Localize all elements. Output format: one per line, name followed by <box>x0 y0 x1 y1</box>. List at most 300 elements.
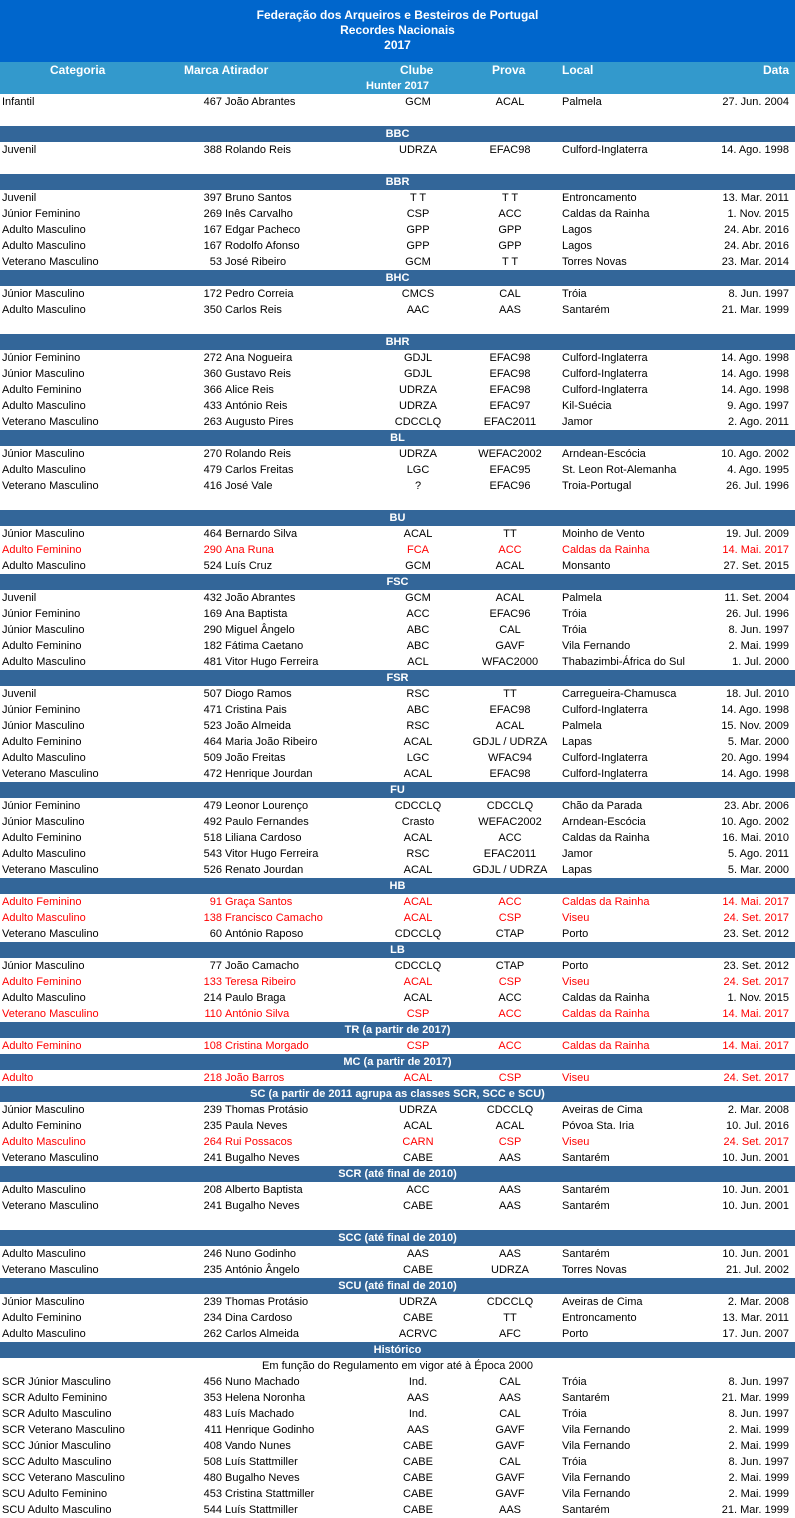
cell-atirador: José Ribeiro <box>225 256 287 268</box>
section-header: BL <box>0 430 795 446</box>
cell-categoria: Adulto Masculino <box>2 224 86 236</box>
table-row <box>0 926 795 942</box>
cell-local: Porto <box>562 960 589 972</box>
cell-atirador: Diogo Ramos <box>225 688 292 700</box>
cell-categoria: Adulto Masculino <box>2 1184 86 1196</box>
cell-marca: 523 <box>203 720 222 732</box>
cell-atirador: António Reis <box>225 400 288 412</box>
cell-categoria: Adulto Masculino <box>2 1328 86 1340</box>
cell-atirador: Bruno Santos <box>225 192 292 204</box>
cell-clube: CABE <box>403 1440 433 1452</box>
cell-atirador: António Raposo <box>225 928 304 940</box>
cell-categoria: Veterano Masculino <box>2 1264 99 1276</box>
cell-clube: ACAL <box>403 1120 433 1132</box>
cell-categoria: Júnior Feminino <box>2 208 81 220</box>
cell-marca: 471 <box>203 704 222 716</box>
table-row <box>0 734 795 750</box>
cell-prova: T T <box>501 256 519 268</box>
cell-data: 10. Jun. 2001 <box>722 1184 789 1196</box>
cell-categoria: SCR Júnior Masculino <box>2 1376 111 1388</box>
cell-prova: ACC <box>498 208 522 220</box>
cell-prova: CAL <box>499 288 521 300</box>
cell-marca: 483 <box>203 1408 222 1420</box>
cell-prova: ACAL <box>495 720 525 732</box>
table-row <box>0 894 795 910</box>
cell-prova: ACC <box>498 544 522 556</box>
cell-clube: GPP <box>406 240 430 252</box>
cell-marca: 239 <box>203 1104 222 1116</box>
cell-data: 11. Set. 2004 <box>724 592 789 604</box>
section-header: BHC <box>0 270 795 286</box>
cell-clube: ACAL <box>403 896 433 908</box>
cell-clube: ACAL <box>403 1072 433 1084</box>
cell-marca: 408 <box>203 1440 222 1452</box>
cell-data: 16. Mai. 2010 <box>722 832 789 844</box>
cell-atirador: Francisco Camacho <box>225 912 323 924</box>
cell-marca: 509 <box>203 752 222 764</box>
cell-local: Vila Fernando <box>562 1424 631 1436</box>
cell-prova: TT <box>503 528 517 540</box>
table-row <box>0 478 795 494</box>
cell-atirador: Paulo Braga <box>225 992 286 1004</box>
cell-local: Jamor <box>562 416 593 428</box>
title-block <box>0 0 795 62</box>
cell-prova: CAL <box>499 1376 521 1388</box>
table-row <box>0 382 795 398</box>
table-row <box>0 702 795 718</box>
cell-categoria: Adulto Masculino <box>2 464 86 476</box>
cell-local: Aveiras de Cima <box>562 1104 643 1116</box>
cell-atirador: João Camacho <box>225 960 299 972</box>
section-header: LB <box>0 942 795 958</box>
cell-atirador: José Vale <box>225 480 273 492</box>
cell-clube: Ind. <box>408 1408 428 1420</box>
cell-data: 5. Mar. 2000 <box>727 736 789 748</box>
column-header-data: Data <box>762 63 789 77</box>
cell-atirador: António Silva <box>225 1008 290 1020</box>
cell-atirador: Carlos Freitas <box>225 464 294 476</box>
cell-data: 1. Nov. 2015 <box>727 992 789 1004</box>
cell-local: Tróia <box>562 1376 587 1388</box>
cell-marca: 464 <box>203 736 222 748</box>
cell-data: 15. Nov. 2009 <box>721 720 789 732</box>
cell-prova: GAVF <box>495 1488 525 1500</box>
cell-marca: 353 <box>203 1392 222 1404</box>
cell-categoria: Veterano Masculino <box>2 1200 99 1212</box>
cell-atirador: Leonor Lourenço <box>225 800 309 812</box>
cell-atirador: Renato Jourdan <box>225 864 304 876</box>
table-row <box>0 798 795 814</box>
cell-clube: AAS <box>406 1392 429 1404</box>
cell-prova: TT <box>503 688 517 700</box>
cell-marca: 508 <box>203 1456 222 1468</box>
cell-data: 8. Jun. 1997 <box>728 1376 789 1388</box>
cell-marca: 272 <box>203 352 222 364</box>
cell-prova: GDJL / UDRZA <box>472 736 548 748</box>
cell-clube: CDCCLQ <box>394 960 442 972</box>
cell-clube: CSP <box>406 1008 430 1020</box>
cell-marca: 182 <box>203 640 222 652</box>
cell-data: 2. Mar. 2008 <box>727 1296 789 1308</box>
cell-prova: CAL <box>499 1456 521 1468</box>
cell-local: Carregueira-Chamusca <box>562 688 677 700</box>
cell-categoria: Júnior Masculino <box>2 960 85 972</box>
cell-clube: ACAL <box>403 864 433 876</box>
cell-local: Culford-Inglaterra <box>562 368 648 380</box>
cell-local: Entroncamento <box>562 1312 637 1324</box>
cell-prova: EFAC98 <box>489 368 531 380</box>
cell-marca: 453 <box>203 1488 222 1500</box>
section-header: HB <box>0 878 795 894</box>
cell-data: 14. Ago. 1998 <box>721 352 789 364</box>
cell-local: Caldas da Rainha <box>562 544 650 556</box>
cell-atirador: Teresa Ribeiro <box>225 976 296 988</box>
cell-categoria: Adulto Masculino <box>2 912 86 924</box>
cell-categoria: Infantil <box>2 96 35 108</box>
cell-prova: EFAC98 <box>489 768 531 780</box>
table-row <box>0 1406 795 1422</box>
cell-prova: WEFAC2002 <box>478 448 542 460</box>
cell-local: Arndean-Escócia <box>562 816 646 828</box>
cell-categoria: Júnior Masculino <box>2 528 85 540</box>
cell-clube: ABC <box>406 704 430 716</box>
cell-local: Póvoa Sta. Iria <box>562 1120 635 1132</box>
records-title: Recordes Nacionais <box>340 23 455 37</box>
cell-categoria: SCU Adulto Feminino <box>2 1488 108 1500</box>
cell-categoria: Júnior Feminino <box>2 608 81 620</box>
cell-local: Caldas da Rainha <box>562 1008 650 1020</box>
cell-data: 4. Ago. 1995 <box>727 464 789 476</box>
cell-atirador: Nuno Machado <box>225 1376 300 1388</box>
section-spacer <box>0 158 795 174</box>
cell-marca: 456 <box>203 1376 222 1388</box>
cell-atirador: Graça Santos <box>225 896 293 908</box>
cell-marca: 169 <box>203 608 222 620</box>
cell-data: 24. Set. 2017 <box>723 912 789 924</box>
cell-data: 13. Mar. 2011 <box>722 1312 789 1324</box>
section-header: FSR <box>0 670 795 686</box>
cell-local: Culford-Inglaterra <box>562 384 648 396</box>
cell-local: Lagos <box>562 240 592 252</box>
cell-atirador: Bernardo Silva <box>225 528 298 540</box>
cell-categoria: SCC Júnior Masculino <box>2 1440 111 1452</box>
cell-clube: GCM <box>405 96 431 108</box>
cell-categoria: Juvenil <box>2 144 37 156</box>
cell-categoria: Veterano Masculino <box>2 864 99 876</box>
cell-prova: ACC <box>498 992 522 1004</box>
cell-local: Tróia <box>562 1456 587 1468</box>
cell-atirador: Bugalho Neves <box>225 1152 300 1164</box>
section-header: BU <box>0 510 795 526</box>
cell-local: Palmela <box>562 720 602 732</box>
cell-categoria: Veterano Masculino <box>2 1152 99 1164</box>
cell-data: 21. Mar. 1999 <box>721 1504 789 1516</box>
cell-categoria: Adulto Feminino <box>2 544 82 556</box>
cell-local: Troia-Portugal <box>562 480 632 492</box>
column-header-categoria: Categoria <box>50 63 106 77</box>
table-row <box>0 862 795 878</box>
cell-clube: GPP <box>406 224 430 236</box>
cell-data: 20. Ago. 1994 <box>721 752 789 764</box>
cell-clube: CABE <box>403 1200 433 1212</box>
cell-atirador: Edgar Pacheco <box>225 224 301 236</box>
cell-local: Jamor <box>562 848 593 860</box>
cell-prova: WFAC2000 <box>481 656 539 668</box>
cell-data: 2. Mai. 1999 <box>728 640 789 652</box>
cell-data: 10. Jun. 2001 <box>722 1152 789 1164</box>
table-row <box>0 446 795 462</box>
cell-atirador: Ana Runa <box>225 544 274 556</box>
cell-marca: 262 <box>203 1328 222 1340</box>
cell-clube: UDRZA <box>399 448 437 460</box>
cell-clube: UDRZA <box>399 1104 437 1116</box>
table-row <box>0 350 795 366</box>
cell-atirador: Paula Neves <box>225 1120 288 1132</box>
cell-local: Santarém <box>562 1152 610 1164</box>
cell-categoria: Júnior Masculino <box>2 288 85 300</box>
cell-categoria: Júnior Masculino <box>2 720 85 732</box>
cell-prova: GDJL / UDRZA <box>472 864 548 876</box>
cell-marca: 290 <box>203 544 222 556</box>
cell-local: Santarém <box>562 1200 610 1212</box>
table-row <box>0 286 795 302</box>
cell-categoria: SCC Adulto Masculino <box>2 1456 112 1468</box>
cell-data: 5. Ago. 2011 <box>728 848 789 860</box>
cell-local: Culford-Inglaterra <box>562 752 648 764</box>
cell-categoria: SCC Veterano Masculino <box>2 1472 125 1484</box>
cell-marca: 432 <box>203 592 222 604</box>
cell-local: Santarém <box>562 304 610 316</box>
cell-marca: 235 <box>203 1120 222 1132</box>
cell-clube: ACL <box>407 656 429 668</box>
table-row <box>0 622 795 638</box>
cell-prova: AAS <box>498 304 521 316</box>
table-row <box>0 974 795 990</box>
cell-data: 14. Ago. 1998 <box>721 384 789 396</box>
cell-clube: RSC <box>406 688 430 700</box>
cell-data: 10. Ago. 2002 <box>721 816 789 828</box>
cell-atirador: Luís Machado <box>225 1408 295 1420</box>
cell-categoria: Adulto Feminino <box>2 640 82 652</box>
cell-local: Santarém <box>562 1504 610 1516</box>
cell-local: Thabazimbi-África do Sul <box>562 656 685 668</box>
cell-prova: CSP <box>498 1072 522 1084</box>
table-row <box>0 366 795 382</box>
cell-local: Caldas da Rainha <box>562 208 650 220</box>
table-row <box>0 414 795 430</box>
cell-data: 13. Mar. 2011 <box>722 192 789 204</box>
cell-local: Culford-Inglaterra <box>562 768 648 780</box>
cell-clube: CSP <box>406 1040 430 1052</box>
cell-prova: EFAC98 <box>489 384 531 396</box>
cell-categoria: Veterano Masculino <box>2 480 99 492</box>
cell-local: Kil-Suécia <box>562 400 612 412</box>
cell-atirador: Ana Nogueira <box>225 352 293 364</box>
cell-marca: 235 <box>203 1264 222 1276</box>
cell-prova: EFAC96 <box>489 480 531 492</box>
cell-categoria: Adulto Feminino <box>2 896 82 908</box>
cell-clube: ABC <box>406 640 430 652</box>
cell-categoria: Júnior Feminino <box>2 800 81 812</box>
cell-local: Lagos <box>562 224 592 236</box>
cell-atirador: Cristina Stattmiller <box>225 1488 315 1500</box>
cell-clube: CSP <box>406 208 430 220</box>
table-row <box>0 1502 795 1518</box>
cell-local: Viseu <box>562 1136 590 1148</box>
cell-atirador: Rui Possacos <box>225 1136 293 1148</box>
cell-categoria: Juvenil <box>2 592 37 604</box>
cell-marca: 138 <box>203 912 222 924</box>
cell-marca: 133 <box>203 976 222 988</box>
cell-categoria: Adulto Feminino <box>2 976 82 988</box>
table-row <box>0 606 795 622</box>
cell-data: 14. Ago. 1998 <box>721 144 789 156</box>
cell-data: 2. Mai. 1999 <box>728 1440 789 1452</box>
cell-clube: ACAL <box>403 912 433 924</box>
cell-marca: 360 <box>203 368 222 380</box>
cell-clube: CABE <box>403 1312 433 1324</box>
cell-data: 18. Jul. 2010 <box>726 688 789 700</box>
table-row <box>0 1422 795 1438</box>
table-row <box>0 1374 795 1390</box>
table-row <box>0 750 795 766</box>
cell-categoria: Adulto Masculino <box>2 304 86 316</box>
cell-atirador: Fátima Caetano <box>225 640 304 652</box>
cell-clube: Crasto <box>401 816 435 828</box>
cell-data: 27. Set. 2015 <box>723 560 789 572</box>
cell-atirador: Luís Stattmiller <box>225 1456 298 1468</box>
cell-clube: RSC <box>406 848 430 860</box>
federation-title: Federação dos Arqueiros e Besteiros de Portugal <box>256 8 539 22</box>
cell-prova: CAL <box>499 1408 521 1420</box>
cell-marca: 543 <box>203 848 222 860</box>
table-row <box>0 206 795 222</box>
cell-atirador: Dina Cardoso <box>225 1312 293 1324</box>
cell-data: 14. Mai. 2017 <box>722 1040 789 1052</box>
cell-prova: CSP <box>498 976 522 988</box>
cell-atirador: Thomas Protásio <box>225 1104 309 1116</box>
cell-local: Moinho de Vento <box>562 528 645 540</box>
cell-marca: 239 <box>203 1296 222 1308</box>
cell-categoria: Adulto Masculino <box>2 1136 86 1148</box>
cell-local: Viseu <box>562 1072 590 1084</box>
table-row <box>0 990 795 1006</box>
cell-prova: AAS <box>498 1152 521 1164</box>
cell-clube: UDRZA <box>399 400 437 412</box>
cell-data: 10. Ago. 2002 <box>721 448 789 460</box>
cell-atirador: Alberto Baptista <box>225 1184 303 1196</box>
cell-prova: AAS <box>498 1248 521 1260</box>
cell-local: Santarém <box>562 1184 610 1196</box>
cell-prova: GPP <box>498 224 522 236</box>
cell-data: 2. Mar. 2008 <box>727 1104 789 1116</box>
cell-prova: CDCCLQ <box>486 1104 534 1116</box>
cell-data: 26. Jul. 1996 <box>726 608 789 620</box>
column-header-prova: Prova <box>492 63 526 77</box>
table-row <box>0 846 795 862</box>
cell-atirador: João Almeida <box>225 720 292 732</box>
cell-clube: CDCCLQ <box>394 928 442 940</box>
cell-atirador: Gustavo Reis <box>225 368 292 380</box>
cell-prova: WEFAC2002 <box>478 816 542 828</box>
cell-categoria: Adulto Feminino <box>2 1120 82 1132</box>
cell-atirador: Helena Noronha <box>225 1392 306 1404</box>
section-spacer <box>0 1214 795 1230</box>
cell-local: Vila Fernando <box>562 1488 631 1500</box>
cell-clube: CABE <box>403 1264 433 1276</box>
cell-marca: 526 <box>203 864 222 876</box>
table-row <box>0 1390 795 1406</box>
cell-clube: ACAL <box>403 992 433 1004</box>
cell-prova: EFAC95 <box>489 464 531 476</box>
cell-prova: ACAL <box>495 1120 525 1132</box>
cell-local: Porto <box>562 928 589 940</box>
cell-marca: 241 <box>203 1200 222 1212</box>
section-header: MC (a partir de 2017) <box>0 1054 795 1070</box>
cell-prova: CDCCLQ <box>486 800 534 812</box>
cell-data: 8. Jun. 1997 <box>728 288 789 300</box>
cell-categoria: Adulto Masculino <box>2 240 86 252</box>
cell-marca: 234 <box>203 1312 222 1324</box>
table-row <box>0 718 795 734</box>
cell-categoria: SCR Veterano Masculino <box>2 1424 125 1436</box>
cell-local: Tróia <box>562 288 587 300</box>
table-row <box>0 766 795 782</box>
table-row <box>0 590 795 606</box>
cell-data: 8. Jun. 1997 <box>728 624 789 636</box>
cell-data: 24. Set. 2017 <box>723 976 789 988</box>
table-row <box>0 1038 795 1054</box>
cell-data: 2. Mai. 1999 <box>728 1472 789 1484</box>
cell-data: 23. Abr. 2006 <box>724 800 789 812</box>
cell-local: Palmela <box>562 96 602 108</box>
cell-clube: CABE <box>403 1152 433 1164</box>
cell-data: 2. Mai. 1999 <box>728 1488 789 1500</box>
cell-clube: ACAL <box>403 976 433 988</box>
cell-local: Caldas da Rainha <box>562 896 650 908</box>
section-header: FSC <box>0 574 795 590</box>
cell-local: Viseu <box>562 976 590 988</box>
cell-local: Palmela <box>562 592 602 604</box>
cell-data: 26. Jul. 1996 <box>726 480 789 492</box>
cell-local: Culford-Inglaterra <box>562 704 648 716</box>
cell-prova: EFAC98 <box>489 144 531 156</box>
cell-prova: CTAP <box>495 928 525 940</box>
cell-atirador: Cristina Morgado <box>225 1040 309 1052</box>
cell-clube: AAC <box>406 304 430 316</box>
cell-categoria: Adulto Masculino <box>2 400 86 412</box>
cell-marca: 290 <box>203 624 222 636</box>
cell-marca: 464 <box>203 528 222 540</box>
cell-local: Caldas da Rainha <box>562 992 650 1004</box>
cell-data: 10. Jul. 2016 <box>726 1120 789 1132</box>
cell-atirador: Alice Reis <box>225 384 274 396</box>
cell-data: 2. Ago. 2011 <box>728 416 789 428</box>
cell-categoria: Juvenil <box>2 192 37 204</box>
cell-clube: ACAL <box>403 832 433 844</box>
cell-local: Arndean-Escócia <box>562 448 646 460</box>
cell-local: St. Leon Rot-Alemanha <box>562 464 677 476</box>
section-note: Em função do Regulamento em vigor até à Época 2000 <box>262 1360 533 1372</box>
cell-atirador: Ana Baptista <box>225 608 288 620</box>
cell-atirador: Nuno Godinho <box>225 1248 296 1260</box>
cell-local: Torres Novas <box>562 256 627 268</box>
cell-marca: 241 <box>203 1152 222 1164</box>
cell-marca: 77 <box>209 960 222 972</box>
cell-prova: EFAC96 <box>489 608 531 620</box>
cell-marca: 53 <box>209 256 222 268</box>
cell-clube: CABE <box>403 1488 433 1500</box>
